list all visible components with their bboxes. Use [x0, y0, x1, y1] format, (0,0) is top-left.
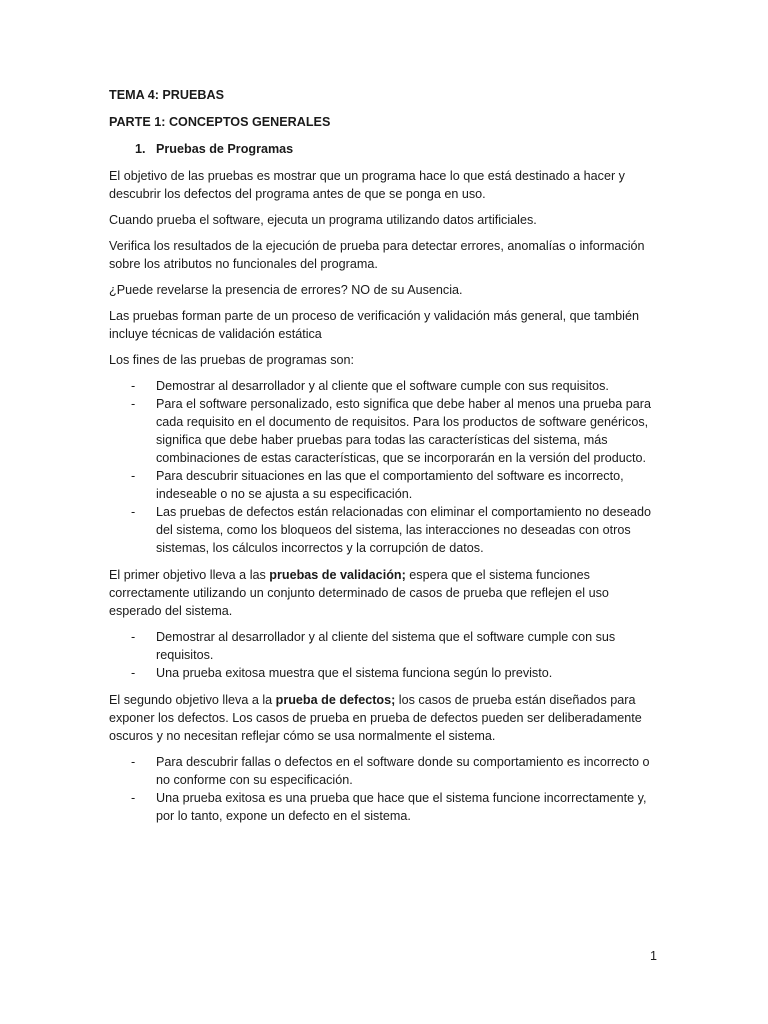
- verify-results-paragraph: Verifica los resultados de la ejecución de prueba para detectar errores, anomalías o información sobre los atributos no funcionales del programa.: [109, 239, 645, 271]
- validation-list: [109, 628, 657, 682]
- dash-bullet: -: [131, 397, 136, 411]
- section-heading: [109, 140, 657, 158]
- dash-bullet: -: [131, 755, 136, 769]
- document-content: [109, 86, 657, 834]
- list-item: [109, 628, 657, 664]
- goals-list: [109, 377, 657, 557]
- list-item-text: Las pruebas de defectos están relacionadas con eliminar el comportamiento no deseado del sistema, como los bloqueos del sistema, las interacciones no deseadas con otros sistemas, los cálculos incorrectos y la corrupción de datos.: [156, 505, 651, 555]
- intro-paragraph: El objetivo de las pruebas es mostrar que un programa hace lo que está destinado a hacer y descubrir los defectos del programa antes de que se ponga en uso.: [109, 169, 625, 201]
- list-item: [109, 503, 657, 557]
- list-item-text: Para descubrir fallas o defectos en el software donde su comportamiento es incorrecto o no conforme con su especificación.: [156, 755, 650, 787]
- defect-term: prueba de defectos;: [275, 693, 396, 707]
- dash-bullet: -: [131, 505, 136, 519]
- section-number: 1.: [135, 142, 146, 156]
- vv-process-paragraph: Las pruebas forman parte de un proceso de verificación y validación más general, que también incluye técnicas de validación estática: [109, 309, 639, 341]
- validation-paragraph: [109, 566, 657, 620]
- list-item-text: Para descubrir situaciones en las que el comportamiento del software es incorrecto, indeseable o no se ajusta a su especificación.: [156, 469, 624, 501]
- validation-text-after: espera que el sistema funciones correctamente utilizando un conjunto determinado de casos de prueba que reflejen el uso esperado del sistema.: [109, 568, 609, 618]
- page-number: 1: [650, 949, 658, 963]
- list-item-text: Una prueba exitosa es una prueba que hace que el sistema funcione incorrectamente y, por lo tanto, expone un defecto en el sistema.: [156, 791, 647, 823]
- list-item-text: Una prueba exitosa muestra que el sistema funciona según lo previsto.: [156, 666, 553, 680]
- list-item: [109, 467, 657, 503]
- dash-bullet: -: [131, 630, 136, 644]
- validation-term: pruebas de validación;: [269, 568, 406, 582]
- defect-text-before: El segundo objetivo lleva a la: [109, 693, 276, 707]
- errors-question-paragraph: ¿Puede revelarse la presencia de errores? NO de su Ausencia.: [109, 283, 463, 297]
- dash-bullet: -: [131, 469, 136, 483]
- defect-text-after: los casos de prueba están diseñados para exponer los defectos. Los casos de prueba en prueba de defectos pueden ser deliberadamente oscuros y no necesitan reflejar cómo se usa normalmente el sistema.: [109, 693, 642, 743]
- list-item: [109, 395, 657, 467]
- dash-bullet: -: [131, 379, 136, 393]
- section-title: Pruebas de Programas: [156, 142, 294, 156]
- list-item: [109, 664, 657, 682]
- artificial-data-paragraph: Cuando prueba el software, ejecuta un programa utilizando datos artificiales.: [109, 213, 537, 227]
- list-item-text: Para el software personalizado, esto significa que debe haber al menos una prueba para cada requisito en el documento de requisitos. Para los productos de software genéricos, significa que debe haber pruebas para todas las características del sistema, más combinaciones de estas características, que se incorporarán en la versión del producto.: [156, 397, 651, 465]
- dash-bullet: -: [131, 666, 136, 680]
- list-item-text: Demostrar al desarrollador y al cliente del sistema que el software cumple con sus requisitos.: [156, 630, 616, 662]
- dash-bullet: -: [131, 791, 136, 805]
- list-item: [109, 753, 657, 789]
- list-item-text: Demostrar al desarrollador y al cliente que el software cumple con sus requisitos.: [156, 379, 609, 393]
- part-heading: PARTE 1: CONCEPTOS GENERALES: [109, 115, 331, 129]
- validation-text-before: El primer objetivo lleva a las: [109, 568, 270, 582]
- defect-list: [109, 753, 657, 825]
- list-item: [109, 377, 657, 395]
- defect-paragraph: [109, 691, 657, 745]
- list-item: [109, 789, 657, 825]
- goals-intro-paragraph: Los fines de las pruebas de programas son:: [109, 353, 355, 367]
- document-title: TEMA 4: PRUEBAS: [109, 88, 224, 102]
